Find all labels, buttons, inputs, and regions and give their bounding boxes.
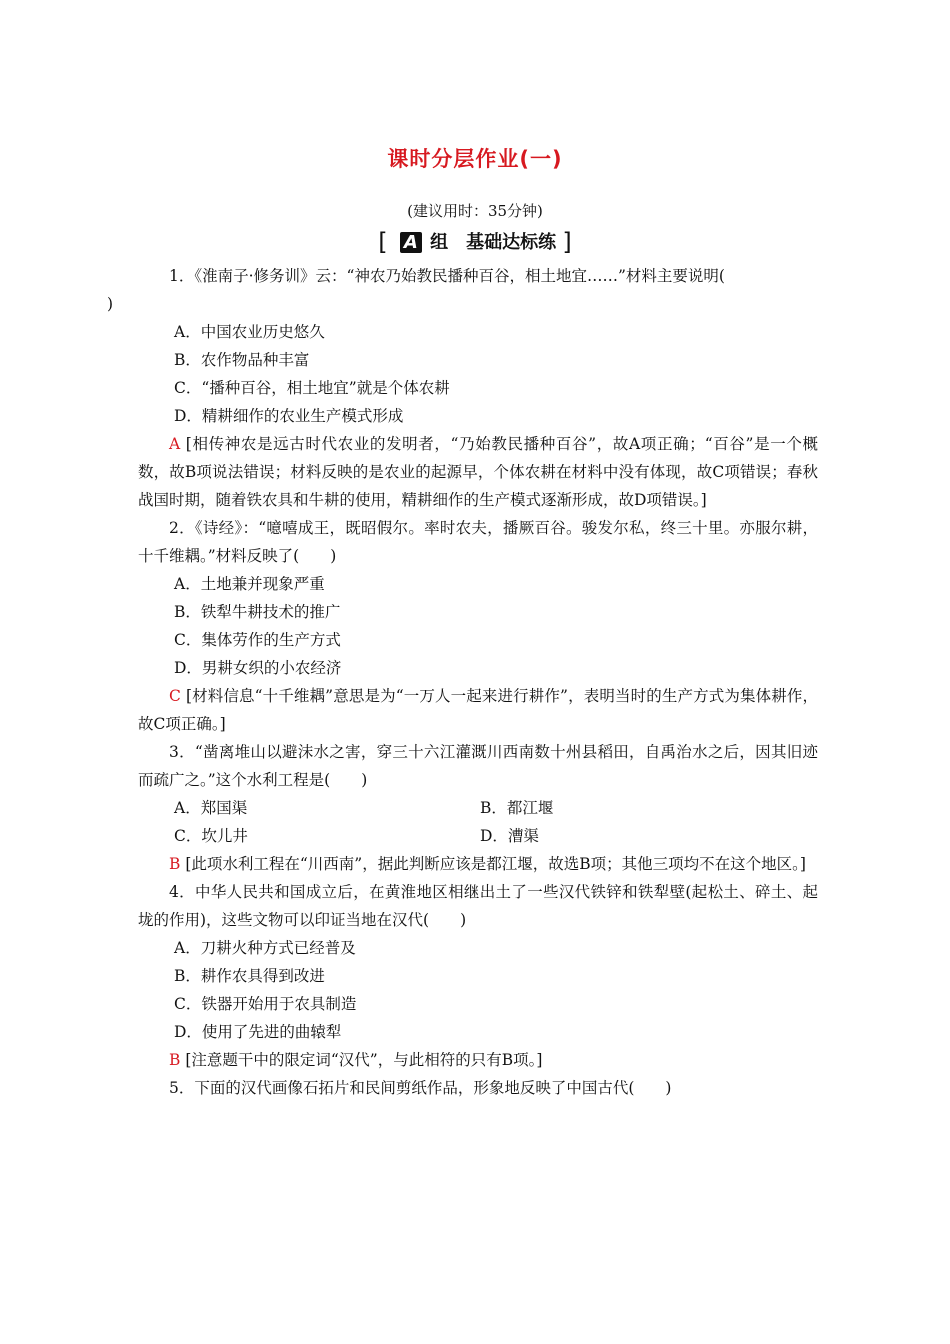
question-3-options-row-2 <box>138 822 818 850</box>
section-heading <box>0 228 950 256</box>
suggested-time: (建议用时：35分钟) <box>407 202 543 220</box>
question-3-stem: 3．“凿离堆山以避沫水之害，穿三十六江灌溉川西南数十州县稻田，自禹治水之后，因其旧迹而疏广之。”这个水利工程是( ) <box>138 743 818 789</box>
answer-explanation: [注意题干中的限定词“汉代”，与此相符的只有B项。] <box>185 1051 543 1069</box>
question-3-option-a: A．郑国渠 <box>174 799 248 817</box>
answer-letter: B <box>169 855 181 873</box>
page-title: 课时分层作业(一) <box>387 147 563 171</box>
question-4-option-c: C．铁器开始用于农具制造 <box>174 995 357 1013</box>
left-bracket: [ <box>378 228 388 256</box>
answer-explanation: [材料信息“十千维耦”意思是为“一万人一起来进行耕作”，表明当时的生产方式为集体耕作，故C项正确。] <box>138 687 818 733</box>
question-2-answer <box>138 682 818 738</box>
question-3-answer <box>138 850 818 878</box>
question-2-option-c: C．集体劳作的生产方式 <box>174 631 341 649</box>
question-1-answer <box>138 430 818 514</box>
question-4-option-d: D．使用了先进的曲辕犁 <box>174 1023 342 1041</box>
right-bracket: ] <box>562 228 572 256</box>
question-3-options-row-1 <box>138 794 818 822</box>
answer-letter: C <box>169 687 181 705</box>
question-list <box>107 262 818 1102</box>
question-1-option-b: B．农作物品种丰富 <box>174 351 310 369</box>
question-4-answer <box>138 1046 818 1074</box>
question-2-stem: 2．《诗经》：“噫嘻成王，既昭假尔。率时农夫，播厥百谷。骏发尔私，终三十里。亦服尔耕，十千维耦。”材料反映了( ) <box>138 519 818 565</box>
question-3-option-b: B．都江堰 <box>480 799 554 817</box>
question-1-option-c: C．“播种百谷，相土地宜”就是个体农耕 <box>174 379 450 397</box>
answer-explanation: [相传神农是远古时代农业的发明者，“乃始教民播种百谷”，故A项正确；“百谷”是一个概数，故B项说法错误；材料反映的是农业的起源早，个体农耕在材料中没有体现，故C项错误；春秋战国时期，随着铁农具和牛耕的使用，精耕细作的生产模式逐渐形成，故D项错误。] <box>138 435 818 509</box>
question-4-option-a: A．刀耕火种方式已经普及 <box>174 939 356 957</box>
question-4-stem: 4．中华人民共和国成立后，在黄淮地区相继出土了一些汉代铁锌和铁犁壁(起松土、碎土、起垅的作用)，这些文物可以印证当地在汉代( ) <box>138 883 818 929</box>
question-1-stem: 1．《淮南子·修务训》云：“神农乃始教民播种百谷，相土地宜……”材料主要说明( ) <box>107 267 725 313</box>
group-label: 组 基础达标练 <box>430 232 557 253</box>
question-2-option-d: D．男耕女织的小农经济 <box>174 659 342 677</box>
answer-letter: A <box>169 435 181 453</box>
question-4-option-b: B．耕作农具得到改进 <box>174 967 325 985</box>
answer-explanation: [此项水利工程在“川西南”，据此判断应该是都江堰，故选B项；其他三项均不在这个地区。] <box>185 855 806 873</box>
group-letter-badge: A <box>400 232 422 253</box>
question-5-stem: 5．下面的汉代画像石拓片和民间剪纸作品，形象地反映了中国古代( ) <box>169 1079 672 1097</box>
question-2-option-b: B．铁犁牛耕技术的推广 <box>174 603 341 621</box>
question-1-option-a: A．中国农业历史悠久 <box>174 323 325 341</box>
answer-letter: B <box>169 1051 181 1069</box>
question-2-option-a: A．土地兼并现象严重 <box>174 575 325 593</box>
question-3-option-d: D．漕渠 <box>480 827 539 845</box>
question-3-option-c: C．坎儿井 <box>174 827 248 845</box>
question-1-option-d: D．精耕细作的农业生产模式形成 <box>174 407 404 425</box>
